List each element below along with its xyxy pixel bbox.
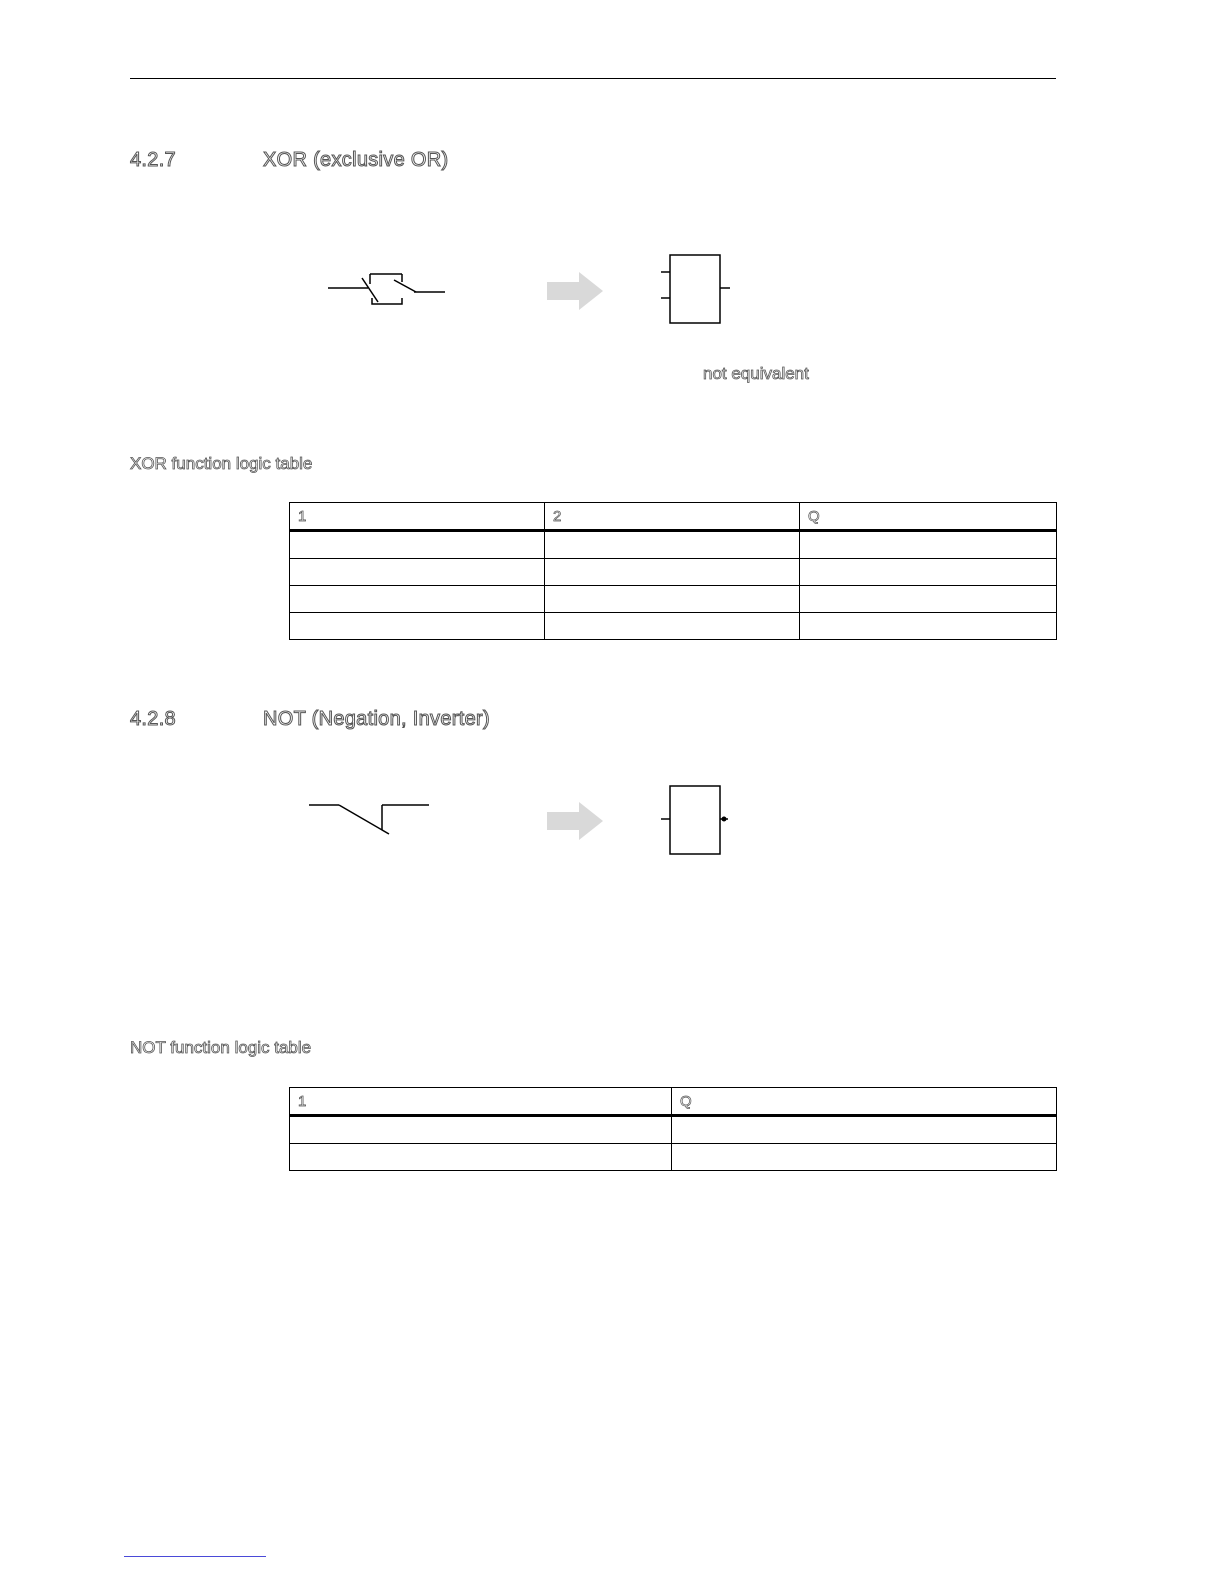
section-number: 4.2.7 [130, 149, 176, 171]
not-logic-table [289, 1087, 1057, 1171]
table-header-row [290, 503, 1057, 531]
table-cell [290, 1144, 672, 1171]
footer-link-rule [124, 1556, 266, 1557]
section-title: XOR (exclusive OR) [263, 149, 449, 171]
table-header-row [290, 1088, 1057, 1116]
column-header: 2 [545, 503, 800, 531]
table-cell [290, 531, 545, 559]
table-cell [672, 1116, 1057, 1144]
column-header: 1 [290, 1088, 672, 1116]
table-cell [545, 613, 800, 640]
table-cell [800, 559, 1057, 586]
xor-table-title: XOR function logic table [130, 454, 313, 473]
table-cell [545, 531, 800, 559]
table-row [290, 1116, 1057, 1144]
arrow-right-icon [545, 800, 605, 842]
arrow-right-icon [545, 270, 605, 312]
table-cell [290, 586, 545, 613]
table-cell [800, 613, 1057, 640]
table-cell [800, 586, 1057, 613]
xor-logic-table [289, 502, 1057, 640]
table-cell [290, 1116, 672, 1144]
not-block-symbol [656, 780, 736, 860]
table-row [290, 586, 1057, 613]
table-cell [290, 559, 545, 586]
xor-switch-circuit [320, 262, 450, 312]
section-title: NOT (Negation, Inverter) [263, 708, 490, 730]
xor-block-symbol [656, 250, 736, 330]
table-row [290, 1144, 1057, 1171]
not-switch-circuit [305, 798, 435, 840]
column-header: Q [672, 1088, 1057, 1116]
negation-dot [722, 817, 727, 822]
table-row [290, 531, 1057, 559]
table-cell [545, 586, 800, 613]
not-table-title: NOT function logic table [130, 1038, 312, 1057]
table-cell [290, 613, 545, 640]
not-equivalent-note: not equivalent [703, 364, 809, 383]
column-header: Q [800, 503, 1057, 531]
section-number: 4.2.8 [130, 708, 176, 730]
table-cell [800, 531, 1057, 559]
column-header: 1 [290, 503, 545, 531]
table-row [290, 613, 1057, 640]
table-cell [545, 559, 800, 586]
header-rule [130, 78, 1056, 79]
table-row [290, 559, 1057, 586]
table-cell [672, 1144, 1057, 1171]
